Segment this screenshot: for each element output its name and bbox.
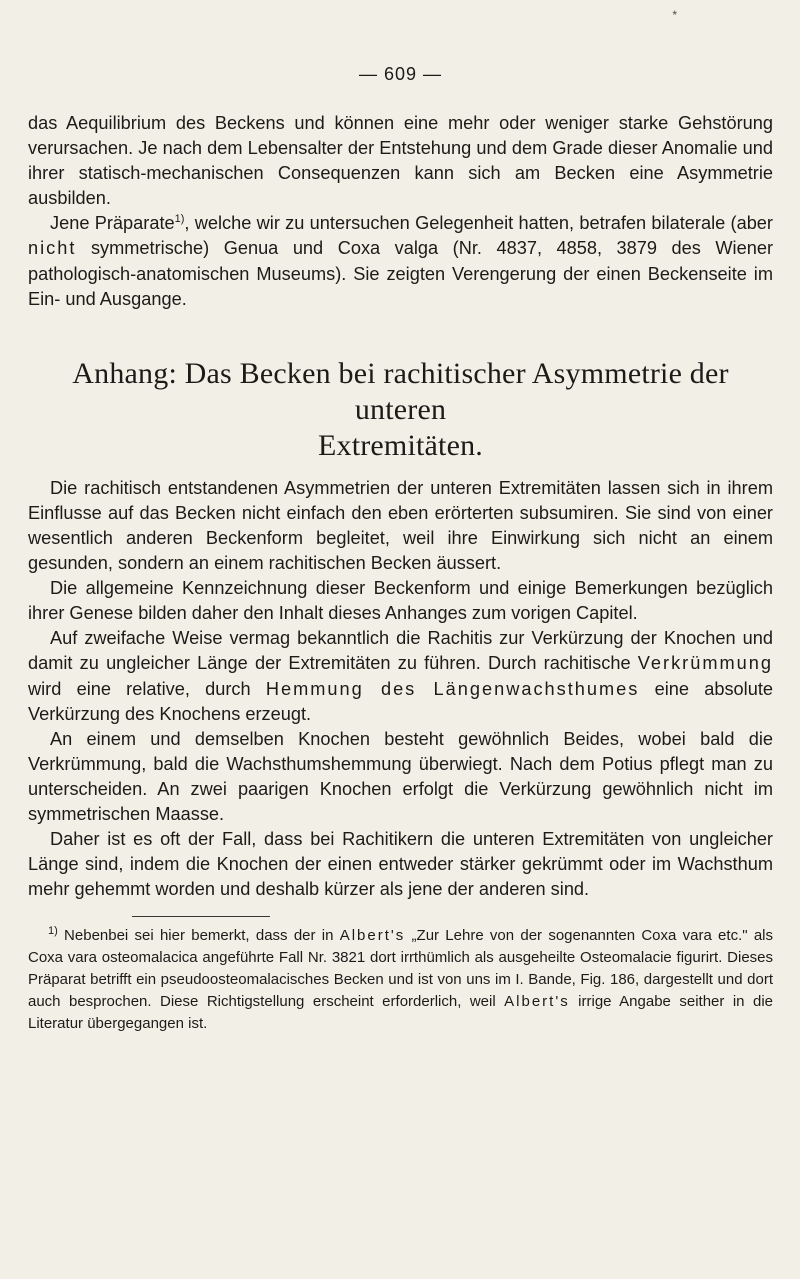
heading-line-2: Extremitäten. — [317, 428, 484, 462]
paragraph-rachitisch: Die rachitisch entstandenen Asymmetrien der unteren Extremitäten lassen sich in ihrem Einflusse auf das Becken nicht einfach den eben erörterten subsumiren. Sie sind von einer wesentlich anderen Beckenform begleitet, weil ihre Einwirkung sich nicht an einem gesunden, sondern an einem rachitischen Becken äussert. — [28, 477, 773, 574]
paragraph-zweifache — [28, 626, 773, 726]
emphasis-spaced: Hemmung des Längenwachsthumes — [265, 678, 640, 699]
footnotes — [28, 925, 773, 1035]
page-number: — 609 — — [358, 64, 443, 84]
text-run: Jene Präparate — [50, 213, 175, 234]
footnote-divider — [132, 916, 270, 917]
footnote-marker: 1) — [48, 925, 58, 938]
paragraph-knochen: An einem und demselben Knochen besteht gewöhnlich Beides, wobei bald die Verkrümmung, bald die Wachsthumshemmung überwiegt. Nach dem Potius pflegt man zu unterscheiden. An zwei paarigen Knochen erfolgt die Verkürzung gewöhnlich nicht im symmetrischen Maasse. — [28, 728, 773, 824]
section-heading — [28, 356, 773, 464]
text-run: wird eine relative, durch — [28, 678, 266, 699]
text-run: symmetrische) Genua und Coxa valga (Nr. 4837, 4858, 3879 des Wiener pathologisch-anatomischen Museums). Sie zeigten Verengerung der einen Beckenseite im Ein- und Ausgange. — [28, 238, 773, 309]
author-name: Albert's — [504, 993, 570, 1011]
emphasis-spaced: Verkrümmung — [637, 653, 773, 674]
author-name: Albert's — [339, 927, 406, 945]
paragraph-aequilibrium: das Aequilibrium des Beckens und können eine mehr oder weniger starke Gehstörung verursachen. Je nach dem Lebensalter der Entstehung und dem Grade dieser Anomalie und ihrer statisch-mechanischen Consequenzen kann sich am Becken eine Asymmetrie ausbilden. — [28, 113, 773, 209]
footnote-ref[interactable]: 1) — [174, 213, 185, 226]
text-run: „Zur Lehre von der sogenannten Coxa vara etc." als Coxa vara osteomalacica angeführte Fall Nr. 3821 dort irrthümlich als ausgeheilte Osteomalacie figurirt. Dieses Präparat betrifft ein pseudoosteomalacisches Becken und ist von uns im I. Bande, Fig. 186, dargestellt und dort auch besprochen. Diese Richtigstellung erscheint erforderlich, weil — [28, 927, 773, 1011]
text-run: Nebenbei sei hier bemerkt, dass der in — [57, 927, 340, 945]
paragraph-kennzeichnung: Die allgemeine Kennzeichnung dieser Beckenform und einige Bemerkungen bezüglich ihrer Genese bilden daher den Inhalt dieses Anhanges zum vorigen Capitel. — [28, 578, 773, 624]
emphasis-spaced: nicht — [28, 238, 77, 259]
paragraph-praeparate — [28, 211, 773, 311]
text-run: , welche wir zu untersuchen Gelegenheit hatten, betrafen bilaterale (aber — [184, 213, 773, 234]
paragraph-daher: Daher ist es oft der Fall, dass bei Rachitikern die unteren Extremitäten von ungleicher Länge sind, indem die Knochen der einen entweder stärker gekrümmt oder im Wachsthum mehr gehemmt worden und deshalb kürzer als jene der anderen sind. — [28, 829, 773, 900]
text-run: eine absolute Verkürzung des Knochens erzeugt. — [28, 678, 773, 724]
body-text — [28, 111, 773, 1035]
book-page — [28, 0, 773, 1279]
footnote-1 — [28, 925, 773, 1035]
corner-mark: * — [672, 8, 677, 22]
text-run: irrige Angabe seither in die Literatur übergegangen ist. — [28, 993, 773, 1033]
heading-line-1: Anhang: Das Becken bei rachitischer Asymmetrie der unteren — [72, 356, 729, 426]
text-run: Auf zweifache Weise vermag bekanntlich die Rachitis zur Verkürzung der Knochen und damit zu ungleicher Länge der Extremitäten zu führen. Durch rachitische — [28, 628, 773, 674]
